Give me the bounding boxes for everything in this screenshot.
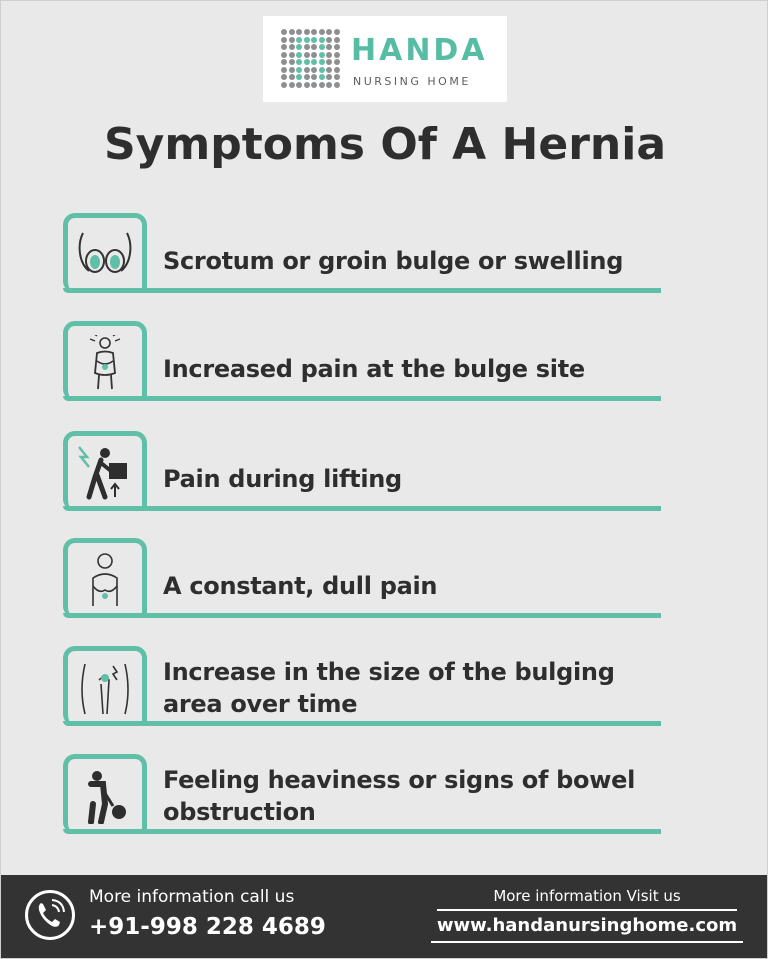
logo-dot — [296, 74, 302, 80]
logo-dot — [319, 44, 325, 50]
logo-dot — [281, 52, 287, 58]
visit-label: More information Visit us — [493, 887, 681, 905]
logo-dot — [319, 74, 325, 80]
logo-dot — [326, 59, 332, 65]
logo-dot — [281, 82, 287, 88]
logo-dots-icon — [281, 29, 339, 89]
logo-dot — [289, 29, 295, 35]
logo-name: HANDA — [351, 33, 488, 68]
logo-dot — [334, 29, 340, 35]
logo-dot — [281, 59, 287, 65]
logo-dot — [296, 44, 302, 50]
logo-dot — [326, 29, 332, 35]
logo-dot — [311, 74, 317, 80]
logo-dot — [304, 29, 310, 35]
logo-dot — [319, 67, 325, 73]
symptom-item — [63, 646, 663, 734]
heaviness-icon — [75, 768, 135, 824]
symptom-text: A constant, dull pain — [163, 572, 438, 600]
logo-dot — [334, 67, 340, 73]
logo-dot — [304, 59, 310, 65]
logo-dot — [319, 52, 325, 58]
item-underline — [63, 288, 661, 293]
logo-dot — [311, 52, 317, 58]
symptom-text: Pain during lifting — [163, 465, 402, 493]
symptom-text: Scrotum or groin bulge or swelling — [163, 247, 624, 275]
logo-dot — [334, 44, 340, 50]
logo-dot — [334, 37, 340, 43]
logo — [263, 16, 507, 102]
phone-icon — [25, 890, 75, 940]
logo-dot — [319, 82, 325, 88]
abdominal-pain-icon — [75, 335, 135, 391]
logo-dot — [311, 44, 317, 50]
logo-dot — [334, 59, 340, 65]
logo-dot — [296, 82, 302, 88]
item-underline — [63, 613, 661, 618]
logo-dot — [319, 37, 325, 43]
symptom-item — [63, 431, 663, 519]
call-label: More information call us — [89, 887, 295, 907]
logo-dot — [326, 37, 332, 43]
item-underline — [63, 396, 661, 401]
logo-dot — [289, 59, 295, 65]
page-title: Symptoms Of A Hernia — [103, 119, 667, 170]
logo-dot — [289, 82, 295, 88]
item-underline — [63, 506, 661, 511]
symptom-item — [63, 321, 663, 409]
logo-dot — [311, 29, 317, 35]
logo-dot — [289, 67, 295, 73]
logo-dot — [281, 29, 287, 35]
website-link[interactable]: www.handanursinghome.com — [436, 915, 738, 936]
logo-dot — [281, 44, 287, 50]
symptom-item — [63, 754, 663, 842]
symptom-item — [63, 538, 663, 626]
lifting-pain-icon — [75, 445, 135, 501]
logo-dot — [289, 52, 295, 58]
logo-dot — [311, 59, 317, 65]
logo-dot — [311, 67, 317, 73]
phone-number[interactable]: +91-998 228 4689 — [89, 914, 326, 940]
item-underline — [63, 721, 661, 726]
logo-dot — [304, 37, 310, 43]
logo-dot — [296, 59, 302, 65]
logo-dot — [334, 82, 340, 88]
symptom-text: Increased pain at the bulge site — [163, 355, 585, 383]
logo-dot — [311, 37, 317, 43]
logo-dot — [281, 37, 287, 43]
logo-dot — [281, 74, 287, 80]
logo-dot — [326, 74, 332, 80]
symptom-text: Increase in the size of the bulging area over time — [163, 658, 615, 718]
symptom-item — [63, 213, 663, 301]
logo-dot — [304, 67, 310, 73]
logo-dot — [326, 82, 332, 88]
logo-dot — [304, 52, 310, 58]
logo-dot — [304, 44, 310, 50]
dull-pain-icon — [75, 552, 135, 608]
logo-dot — [334, 74, 340, 80]
logo-dot — [281, 67, 287, 73]
logo-dot — [319, 59, 325, 65]
symptom-text: Feeling heaviness or signs of bowel obstruction — [163, 766, 635, 826]
divider — [431, 941, 743, 943]
logo-dot — [326, 67, 332, 73]
logo-dot — [304, 82, 310, 88]
logo-dot — [304, 74, 310, 80]
logo-dot — [296, 29, 302, 35]
logo-dot — [326, 44, 332, 50]
logo-dot — [296, 37, 302, 43]
logo-dot — [311, 82, 317, 88]
divider — [437, 909, 737, 911]
logo-subtitle: NURSING HOME — [353, 75, 471, 88]
groin-swelling-icon — [75, 227, 135, 283]
logo-dot — [296, 52, 302, 58]
logo-dot — [289, 74, 295, 80]
logo-dot — [319, 29, 325, 35]
growing-bulge-icon — [75, 660, 135, 716]
logo-dot — [326, 52, 332, 58]
item-underline — [63, 829, 661, 834]
footer — [1, 875, 768, 959]
logo-dot — [334, 52, 340, 58]
logo-dot — [289, 37, 295, 43]
logo-dot — [296, 67, 302, 73]
logo-dot — [289, 44, 295, 50]
